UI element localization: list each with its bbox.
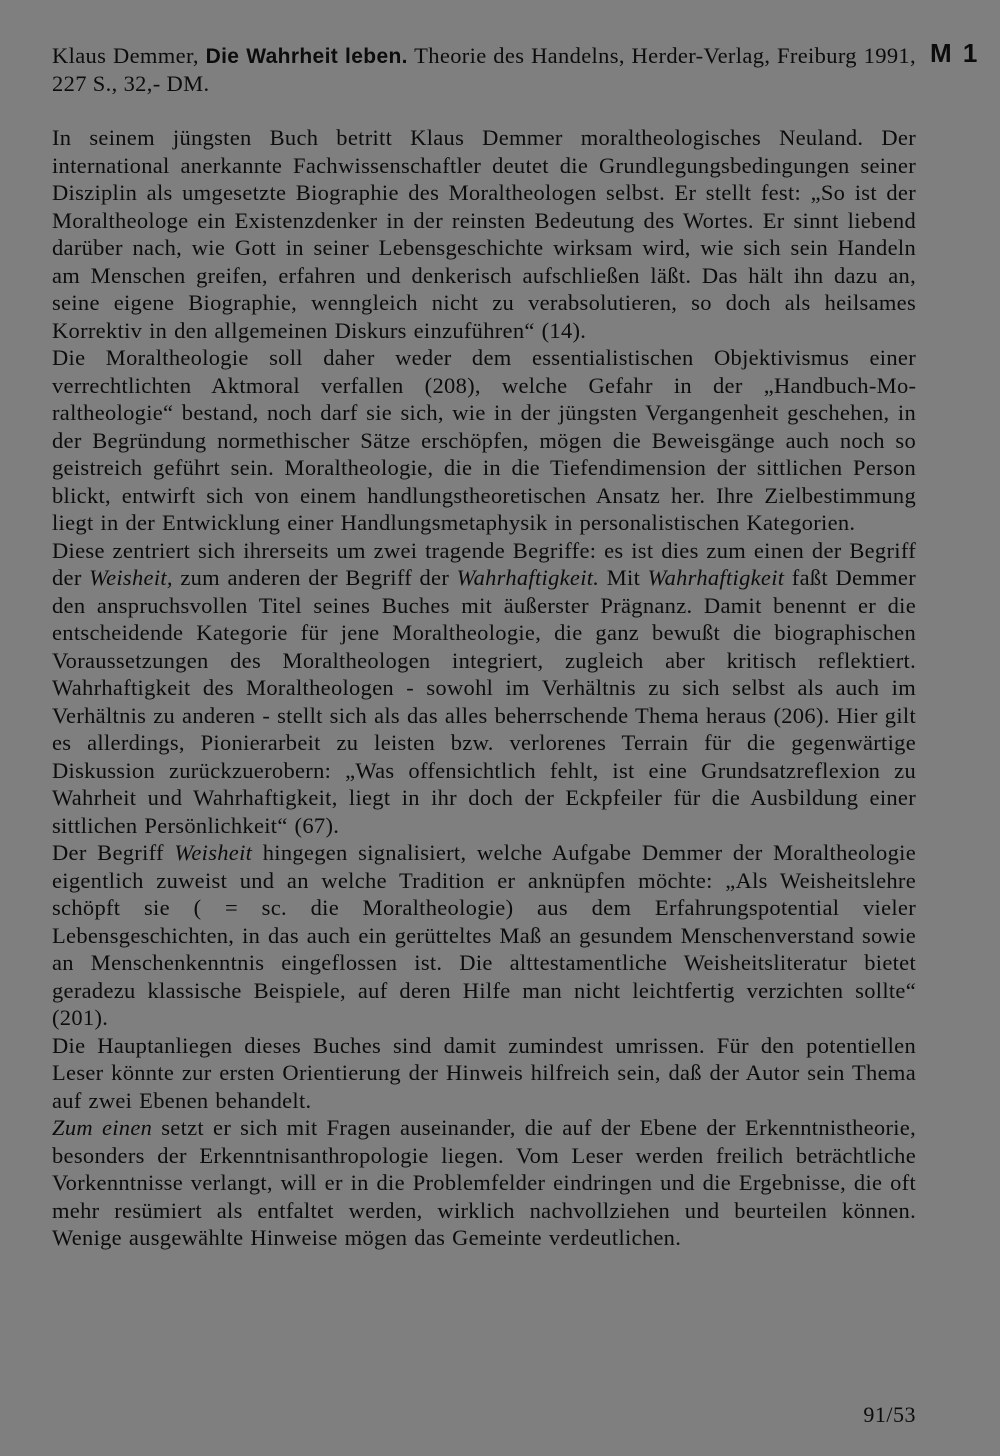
review-body	[52, 124, 916, 1252]
page-number: 91/53	[863, 1402, 916, 1427]
paragraph-text: Der Begriff	[52, 840, 175, 865]
paragraph	[52, 537, 916, 840]
emphasized-term: Wahrhaftigkeit	[647, 565, 785, 590]
paragraph-text: hingegen signalisiert, welche Aufgabe Demmer der Moraltheologie eigentlich zuweist und an welche Tradition er anknüpfen möchte: „Als Weisheitslehre schöpft sie ( = sc. die Moraltheologie) aus dem Erfahrungspotential vieler Lebensgeschichten, in das auch ein gerütteltes Maß an gesundem Menschenverstand sowie an Menschenkenntnis eingeflossen ist. Die alttestamentliche Weisheitsliteratur bietet geradezu klassische Beispiele, auf deren Hilfe man nicht leichtfertig verzichten sollte“ (201).	[52, 840, 916, 1030]
emphasized-term: Weisheit,	[89, 565, 173, 590]
emphasized-term: Wahrhaftigkeit.	[456, 565, 600, 590]
emphasized-term: Zum einen	[52, 1115, 153, 1140]
paragraph-text: faßt Demmer den anspruchsvollen Titel seines Buches mit äußerster Prägnanz. Damit benennt er die entscheidende Kategorie für jene Moraltheologie, die ganz bewußt die biographischen Voraussetzungen des Moraltheologen integriert, zugleich aber kritisch reflektiert. Wahrhaftigkeit des Moraltheologen - sowohl im Verhältnis zu sich selbst als auch im Verhältnis zu anderen - stellt sich als das alles beherrschende Thema heraus (206). Hier gilt es allerdings, Pionierarbeit zu leisten bzw. verlorenes Terrain für die gegenwärtige Diskussion zurückzuerobern: „Was offensichtlich fehlt, ist eine Grundsatzreflexion zu Wahrheit und Wahrhaftigkeit, liegt in ihr doch der Eckpfeiler für die Ausbildung einer sittlichen Persönlichkeit“ (67).	[52, 565, 916, 838]
paragraph-text: setzt er sich mit Fragen auseinander, die auf der Ebene der Erkenntnistheorie, besonders der Erkenntnisanthropologie liegen. Vom Leser werden freilich beträchtliche Vorkenntnisse verlangt, will er in die Problemfelder eindringen und die Ergebnisse, die oft mehr resümiert als entfaltet werden, wirklich nachvollziehen und beurteilen können. Wenige ausgewählte Hinweise mögen das Gemeinte verdeutlichen.	[52, 1115, 917, 1250]
section-marker: M 1	[930, 38, 980, 68]
paragraph-text: Die Hauptanliegen dieses Buches sind damit zumindest umrissen. Für den potentiellen Leser könnte zur ersten Orientierung der Hinweis hilfreich sein, daß der Autor sein Thema auf zwei Ebenen behandelt.	[52, 1032, 916, 1113]
header-publication-info: Theorie des Handelns, Herder-Verlag, Freiburg 1991, 227 S., 32,- DM.	[52, 43, 916, 96]
emphasized-term: Weisheit	[174, 840, 253, 865]
paragraph	[52, 344, 916, 537]
paragraph-text: Die Moraltheologie soll daher weder dem essentialistischen Objektivismus einer verrechtlichten Aktmoral verfallen (208), welche Gefahr in der „Handbuch-Moraltheologie“ bestand, noch darf sie sich, wie in der jüngsten Vergangenheit geschehen, in der Begründung normethischer Sätze erschöpfen, mögen die Beweisgänge auch noch so geistreich geführt sein. Moraltheologie, die in die Tiefendimension der sittlichen Person blickt, entwirft sich von einem handlungstheoretischen Ansatz her. Ihre Zielbestimmung liegt in der Entwicklung einer Handlungsmetaphysik in personalistischen Kategorien.	[52, 345, 916, 535]
paragraph	[52, 839, 916, 1032]
paragraph-text: Diese zentriert sich ihrerseits um zwei tragende Begriffe: es ist dies zum einen der Begriff der	[52, 537, 916, 590]
paragraph	[52, 1114, 916, 1252]
paragraph	[52, 1032, 916, 1115]
header-title: Die Wahrheit leben.	[205, 45, 408, 68]
paragraph-text: In seinem jüngsten Buch betritt Klaus Demmer moraltheologisches Neuland. Der international anerkannte Fachwissenschaftler deutet die Grundlegungsbedingungen seiner Disziplin als umgesetzte Biographie des Moraltheologen selbst. Er stellt fest: „So ist der Moraltheologe ein Existenzdenker in der reinsten Bedeutung des Wortes. Er sinnt liebend darüber nach, wie Gott in seiner Lebensgeschichte wirksam wird, wie sich sein Handeln am Menschen greifen, erfahren und denkerisch aufschließen läßt. Das hält ihn dazu an, seine eigene Biographie, wenngleich nicht zu verabsolutieren, so doch als heilsames Korrektiv in den allgemeinen Diskurs einzuführen“ (14).	[52, 125, 916, 343]
paragraph-text: Mit	[599, 565, 648, 590]
bibliographic-header	[52, 42, 916, 97]
paragraph-text: zum anderen der Begriff der	[172, 565, 457, 590]
header-author: Klaus Demmer,	[52, 43, 206, 68]
paragraph	[52, 124, 916, 344]
